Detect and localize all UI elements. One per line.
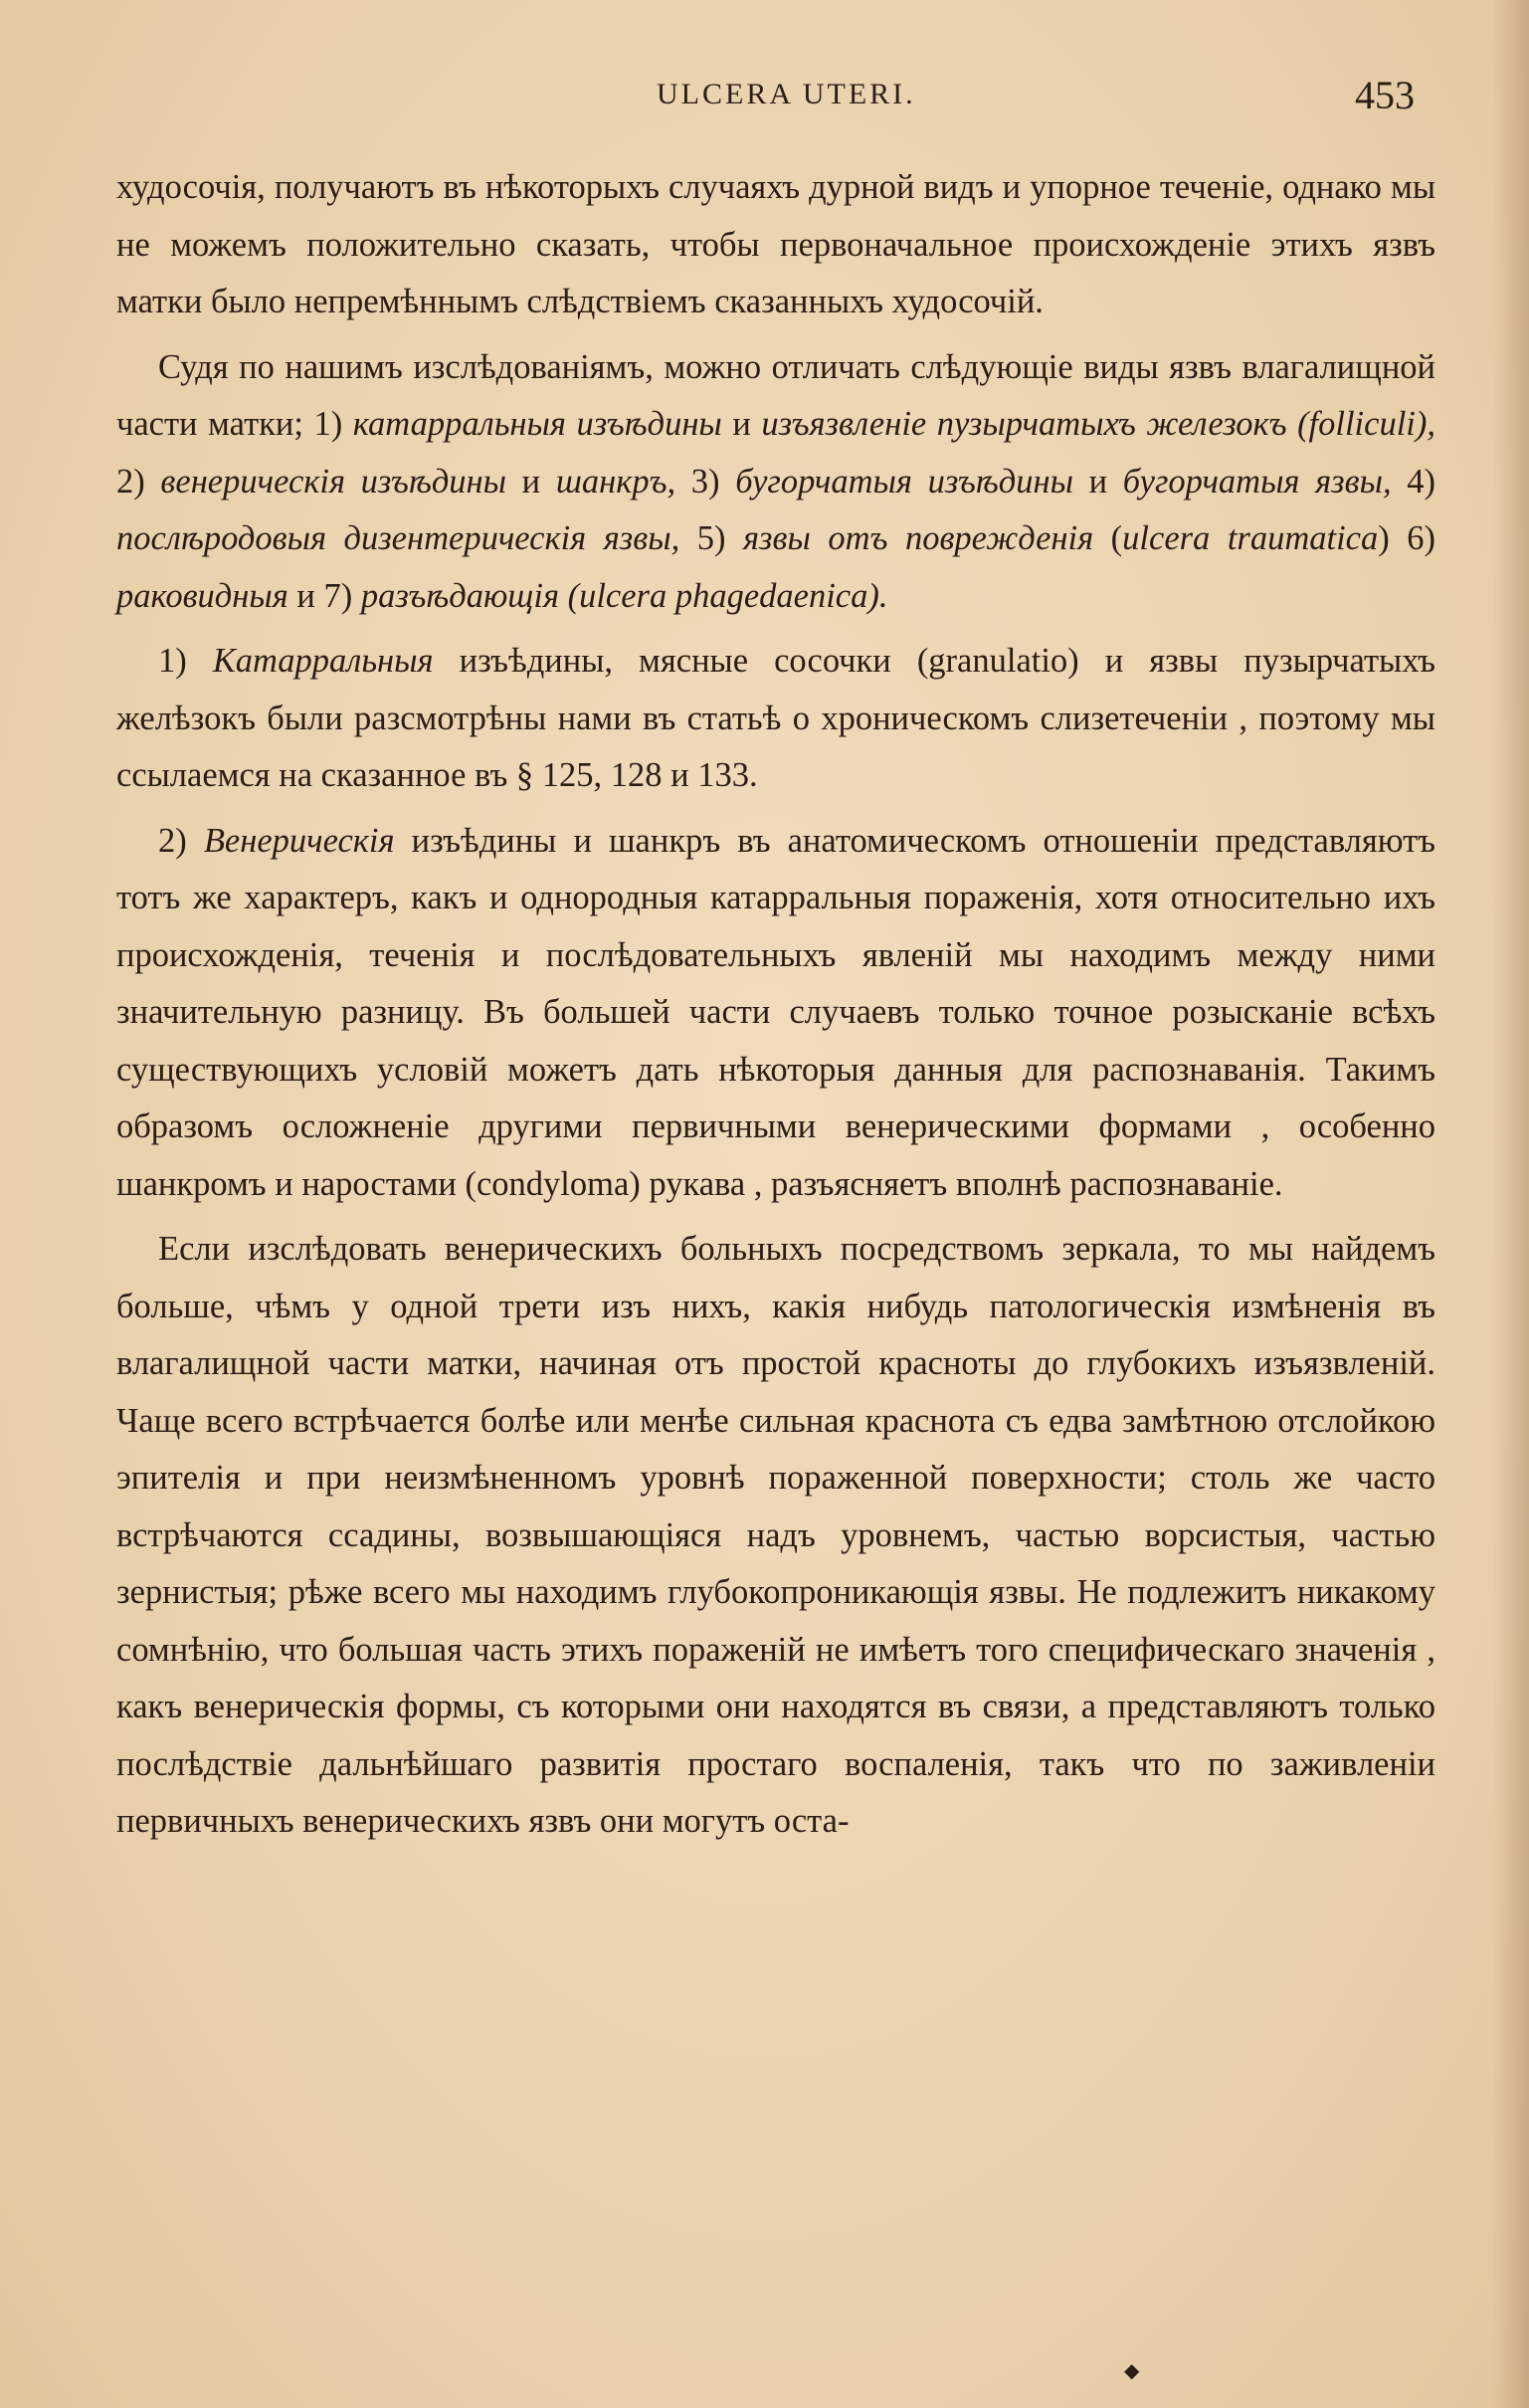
text-run: худосочія, получаютъ въ нѣкоторыхъ случаяхъ дурной видъ и упорное теченіе, однако мы не можемъ положительно сказать, чтобы первоначальное происхожденіе этихъ язвъ матки было непремѣннымъ слѣдствіемъ сказанныхъ худосочій. xyxy=(116,168,1435,320)
paragraph xyxy=(116,159,1435,331)
italic-term: раковидныя xyxy=(116,576,288,615)
italic-term: бугорчатыя изъѣдины xyxy=(735,462,1073,501)
italic-term: бугорчатыя язвы, xyxy=(1122,462,1392,501)
paragraph xyxy=(116,339,1435,626)
page-edge-shadow xyxy=(1493,0,1529,2408)
text-run: и 7) xyxy=(287,576,361,615)
italic-term: шанкръ, xyxy=(555,462,676,501)
italic-term: Венерическія xyxy=(203,821,395,860)
italic-term: язвы отъ поврежденія xyxy=(743,519,1094,557)
print-mark: ◆ xyxy=(1124,2358,1140,2382)
text-run: 1) xyxy=(158,642,213,680)
running-header: ULCERA UTERI. xyxy=(657,78,916,110)
italic-term: катарральныя изъѣдины xyxy=(352,405,722,443)
italic-term: изъязвленіе пузырчатыхъ железокъ (folliculi), xyxy=(761,405,1435,443)
italic-term: венерическія изъѣдины xyxy=(160,462,507,501)
text-run: Если изслѣдовать венерическихъ больныхъ посредствомъ зеркала, то мы найдемъ больше, чѣмъ у одной трети изъ нихъ, какія нибудь патологическія измѣненія въ влагалищной части матки, начиная отъ простой красноты до глубокихъ изъязвленій. Чаще всего встрѣчается болѣе или менѣе сильная краснота съ едва замѣтною отслойкою эпителія и при неизмѣненномъ уровнѣ пораженной поверхности; столь же часто встрѣчаются ссадины, возвышающіяся надъ уровнемъ, частью ворсистыя, частью зернистыя; рѣже всего мы находимъ глубокопроникающія язвы. Не подлежитъ никакому сомнѣнію, что большая часть этихъ пораженій не имѣетъ того специфическаго значенія , какъ венерическія формы, съ которыми они находятся въ связи, а представляютъ только послѣдствіе дальнѣйшаго развитія простаго воспаленія, такъ что по заживленіи первичныхъ венерическихъ язвъ они могутъ оста- xyxy=(116,1230,1435,1840)
text-run: Судя по нашимъ изслѣдованіямъ, можно отличать слѣдующіе виды язвъ влагалищной части матки; 1) xyxy=(116,347,1435,443)
paragraph xyxy=(116,633,1435,805)
italic-term: Катарральныя xyxy=(212,642,434,680)
text-run: изъѣдины и шанкръ въ анатомическомъ отношеніи представляютъ тотъ же характеръ, какъ и однородныя катарральныя пораженія, хотя относительно ихъ происхожденія, теченія и послѣдовательныхъ явленій мы находимъ между ними значительную разницу. Въ большей части случаевъ только точное розысканіе всѣхъ существующихъ условій можетъ дать нѣкоторыя данныя для распознаванія. Такимъ образомъ осложненіе другими первичными венерическими формами , особенно шанкромъ и наростами (condyloma) рукава , разъясняетъ вполнѣ распознаваніе. xyxy=(116,821,1435,1203)
text-run: 5) xyxy=(679,519,743,557)
italic-term: ulcera traumatica xyxy=(1122,519,1379,557)
paragraph xyxy=(116,813,1435,1214)
text-run: и xyxy=(506,462,556,501)
page-number: 453 xyxy=(1355,73,1415,117)
text-run: и xyxy=(1072,462,1123,501)
text-run: 2) xyxy=(116,462,161,501)
paragraph xyxy=(116,1221,1435,1851)
text-run: и xyxy=(721,405,762,443)
italic-term: разъѣдающія (ulcera phagedaenica). xyxy=(360,576,888,615)
italic-term: послѣродовыя дизентерическія язвы, xyxy=(116,519,680,557)
text-run: 2) xyxy=(158,821,204,860)
text-run: 4) xyxy=(1391,462,1435,501)
text-run: изъѣдины, мясные сосочки (granulatio) и язвы пузырчатыхъ желѣзокъ были разсмотрѣны нами въ статьѣ о хроническомъ слизетеченіи , поэтому мы ссылаемся на сказанное въ § 125, 128 и 133. xyxy=(116,642,1435,794)
body-text xyxy=(116,159,1435,1851)
text-run: ) 6) xyxy=(1378,519,1435,557)
text-run: ( xyxy=(1093,519,1123,557)
text-run: 3) xyxy=(675,462,736,501)
